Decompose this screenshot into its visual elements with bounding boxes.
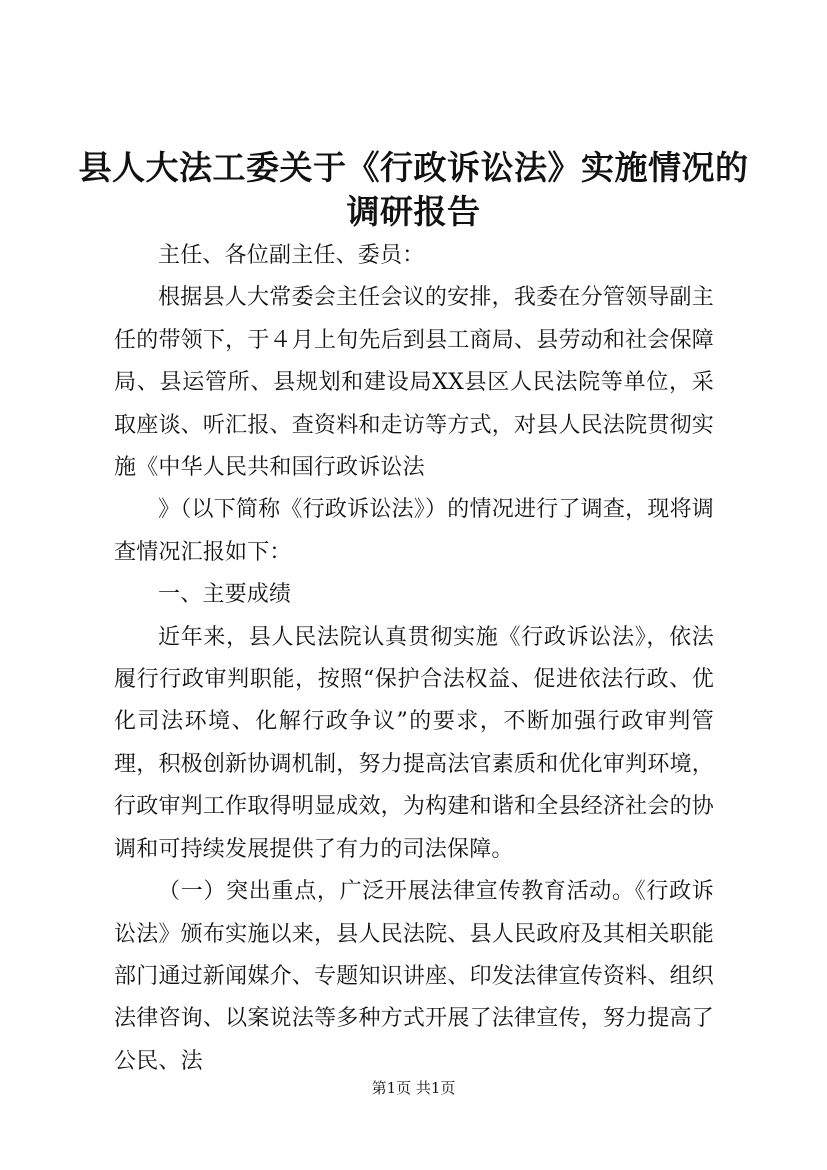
salutation: 主任、各位副主任、委员： — [158, 243, 425, 268]
paragraph-legal-education: （一）突出重点，广泛开展法律宣传教育活动。《行政诉讼法》颁布实施以来，县人民法院、县人民政府及其相关职能部门通过新闻媒介、专题知识讲座、印发法律宣传资料、组织法律咨询、以案说法等多种方式开展了法律宣传，努力提高了公民、法 — [114, 879, 714, 1074]
document-title-line-2: 调研报告 — [346, 192, 481, 231]
paragraph-intro-continued: 》（以下简称《行政诉讼法》）的情况进行了调查，现将调查情况汇报如下： — [114, 497, 714, 565]
document-title-line-1: 县人大法工委关于《行政诉讼法》实施情况的 — [78, 148, 749, 187]
paragraph-intro: 根据县人大常委会主任会议的安排，我委在分管领导副主任的带领下，于４月上旬先后到县工商局、县劳动和社会保障局、县运管所、县规划和建设局XX县区人民法院等单位，采取座谈、听汇报、查资料和走访等方式，对县人民法院贯彻实施《中华人民共和国行政诉讼法 — [114, 285, 714, 481]
page-footer: 第1页 共1页 — [371, 1079, 456, 1097]
document-body — [114, 235, 714, 1083]
paragraph-achievements: 近年来，县人民法院认真贯彻实施《行政诉讼法》，依法履行行政审判职能，按照“保护合法权益、促进依法行政、优化司法环境、化解行政争议”的要求，不断加强行政审判管理，积极创新协调机制，努力提高法官素质和优化审判环境，行政审判工作取得明显成效，为构建和谐和全县经济社会的协调和可持续发展提供了有力的司法保障。 — [114, 624, 714, 862]
section-heading-main-achievements: 一、主要成绩 — [158, 582, 292, 608]
